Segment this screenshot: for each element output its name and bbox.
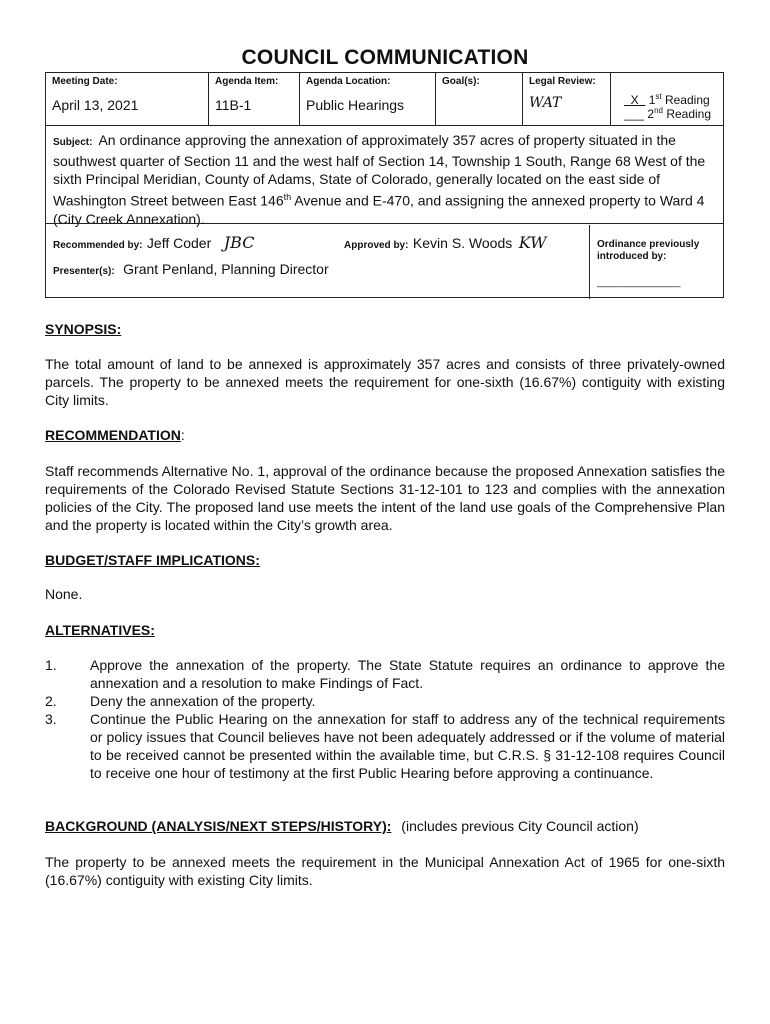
alternatives-heading: ALTERNATIVES: — [45, 622, 155, 638]
agenda-item-label: Agenda Item: — [215, 76, 279, 87]
reading-cell — [611, 73, 723, 125]
background-heading-row — [45, 817, 725, 835]
ordinance-previously — [597, 239, 719, 289]
first-reading-mark: X — [630, 93, 639, 107]
row-divider — [46, 125, 723, 126]
legal-review-cell — [523, 73, 611, 125]
goals-label: Goal(s): — [442, 76, 480, 87]
approved-name: Kevin S. Woods — [412, 235, 513, 251]
approved-by — [344, 233, 547, 253]
background-text: The property to be annexed meets the requirement in the Municipal Annexation Act of 1965 for one-sixth (16.67%) contiguity with existing City limits. — [45, 854, 725, 888]
first-reading: X 1st Reading — [630, 92, 710, 107]
goals-cell — [436, 73, 523, 125]
synopsis-heading: SYNOPSIS: — [45, 321, 122, 337]
recommendation-text: Staff recommends Alternative No. 1, approval of the ordinance because the proposed Annexation satisfies the requirements of the Colorado Revised Statute Sections 31-12-101 to 123 and complies with the annexation policies of the City. The proposed land use meets the intent of the land use goals of the Comprehensive Plan and the property is located within the City’s growth area. — [45, 463, 725, 533]
agenda-item-value: 11B-1 — [215, 97, 252, 113]
meeting-date-label: Meeting Date: — [52, 76, 118, 87]
agenda-location-cell — [300, 73, 436, 125]
presenter-name: Grant Penland, Planning Director — [123, 261, 329, 277]
presenter-label: Presenter(s): — [53, 266, 115, 277]
list-item-text: Approve the annexation of the property. The State Statute requires an ordinance to approve the annexation and a resolution to make Findings of Fact. — [90, 657, 725, 691]
subject-label: Subject: — [53, 137, 93, 148]
agenda-location-value: Public Hearings — [306, 97, 405, 113]
ordinance-label: Ordinance previously introduced by: — [597, 239, 700, 262]
subject-text: An ordinance approving the annexation of approximately 357 acres of property situated in the southwest quarter of Section 11 and the west half of Section 14, Township 1 South, Range 68 West of the sixth Principal Meridian, County of Adams, State of Colorado, generally located on the east side of Washington Street between East 146 — [53, 132, 706, 209]
legal-review-initials: WAT — [529, 95, 562, 111]
agenda-item-cell — [209, 73, 300, 125]
meeting-date-value: April 13, 2021 — [52, 97, 139, 113]
list-item-text: Deny the annexation of the property. — [90, 693, 316, 709]
list-item-text: Continue the Public Hearing on the annexation for staff to address any of the technical requirements or policy issues that Council believes have not been adequately addressed or if the volume of material to be received cannot be presented within the available time, but C.R.S. § 31-12-108 requires Council to receive one hour of testimony at the first Public Hearing before approving a continuance. — [90, 711, 725, 781]
second-reading-mark: ___ — [624, 107, 645, 121]
row-divider — [46, 223, 723, 224]
ordinance-blank: _______________ — [597, 277, 681, 288]
recommended-initials: JBC — [223, 233, 255, 252]
recommended-name: Jeff Coder — [146, 235, 212, 251]
background-note: (includes previous City Council action) — [401, 818, 639, 834]
recommended-label: Recommended by: — [53, 240, 143, 251]
approved-label: Approved by: — [344, 240, 409, 251]
legal-review-label: Legal Review: — [529, 76, 596, 87]
recommendation-heading: RECOMMENDATION — [45, 427, 181, 443]
background-heading: BACKGROUND (ANALYSIS/NEXT STEPS/HISTORY): — [45, 818, 392, 834]
agenda-location-label: Agenda Location: — [306, 76, 391, 87]
presenters — [53, 261, 329, 279]
approved-initials: KW — [518, 233, 547, 252]
recommendation-heading-row: RECOMMENDATION: — [45, 427, 185, 443]
subject-block: Subject: An ordinance approving the annexation of approximately 357 acres of property situated in the southwest quarter of Section 11 and the west half of Section 14, Township 1 South, Range 68 West of the sixth Principal Meridian, County of Adams, State of Colorado, generally located on the east side of Washington Street between East 146th Avenue and E-470, and assigning the annexed property to Ward 4 (City Creek Annexation). — [53, 132, 706, 227]
budget-heading: BUDGET/STAFF IMPLICATIONS: — [45, 552, 260, 568]
synopsis-text: The total amount of land to be annexed is approximately 357 acres and consists of three privately-owned parcels. The property to be annexed meets the requirement for one-sixth (16.67%) contiguity with existing City limits. — [45, 356, 725, 408]
budget-text: None. — [45, 586, 83, 602]
second-reading: ___ 2nd Reading — [624, 106, 712, 121]
recommended-by — [53, 233, 254, 253]
column-divider — [589, 225, 590, 299]
document-title: COUNCIL COMMUNICATION — [241, 46, 529, 69]
header-table — [45, 72, 724, 298]
meeting-date-cell — [46, 73, 209, 125]
